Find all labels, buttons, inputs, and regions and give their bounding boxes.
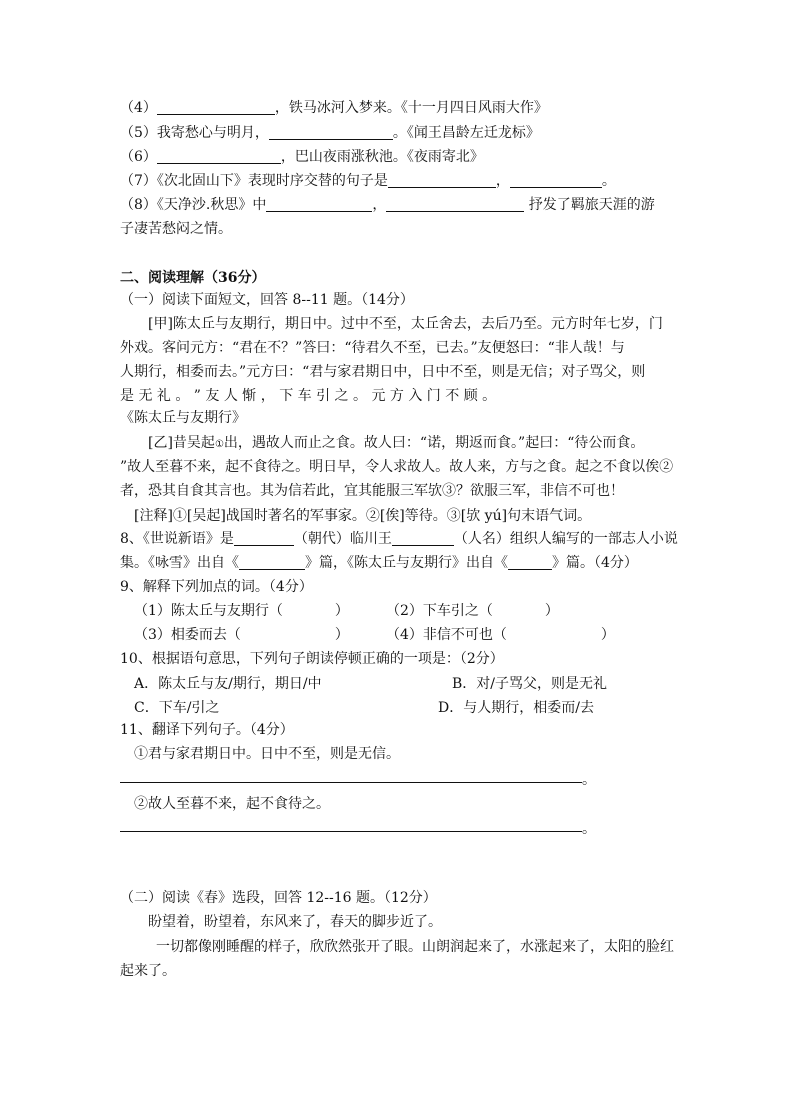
question-9-item-2: （2）下车引之（ ） — [386, 603, 559, 619]
answer-blank[interactable] — [157, 148, 281, 164]
passage-yi-line: 者，恐其自食其言也。其为信若此，宜其能服三军欤③？欲服三军，非信不可也！ — [120, 483, 624, 499]
answer-blank[interactable] — [508, 554, 552, 570]
fill-item-4: （4） ，铁马冰河入梦来。《十一月四日风雨大作》 — [120, 100, 548, 116]
answer-blank[interactable] — [239, 554, 305, 570]
option-c[interactable]: C．下车/引之 — [134, 700, 220, 716]
translate-sentence-2: ②故人至暮不来，起不食待之。 — [134, 796, 330, 812]
section-title: 二、阅读理解（36分） — [120, 270, 266, 286]
passage-jia-line: 是 无 礼 。 ” 友 人 惭 ， 下 车 引 之 。 元 方 入 门 不 顾 。 — [120, 388, 497, 404]
answer-line[interactable] — [120, 782, 582, 783]
answer-line-end: 。 — [582, 772, 596, 788]
passage-jia-source: 《陈太丘与友期行》 — [120, 410, 246, 426]
footnote-marker: ① — [214, 439, 224, 450]
question-11: 11、翻译下列句子。（4分） — [120, 722, 294, 738]
part-one-heading: （一）阅读下面短文，回答 8--11 题。（14分） — [120, 292, 414, 308]
passage-yi-line: [乙]昔吴起①出，遇故人而止之食。故人曰：“诺，期返而食。”起曰：“待公而食。 — [148, 435, 645, 451]
answer-blank[interactable] — [392, 530, 454, 546]
answer-blank[interactable] — [388, 172, 496, 188]
answer-blank[interactable] — [234, 530, 294, 546]
question-9-item-4: （4）非信不可也（ ） — [386, 627, 615, 643]
answer-line-end: 。 — [582, 821, 596, 837]
part-two-heading: （二）阅读《春》选段，回答 12--16 题。（12分） — [120, 890, 437, 906]
option-a[interactable]: A．陈太丘与友/期行，期日/中 — [134, 676, 322, 692]
answer-blank[interactable] — [269, 124, 393, 140]
passage-chun-line: 一切都像刚睡醒的样子，欣欣然张开了眼。山朗润起来了，水涨起来了，太阳的脸红 — [156, 939, 674, 955]
question-9-item-1: （1）陈太丘与友期行（ ） — [134, 603, 349, 619]
answer-line[interactable] — [120, 831, 582, 832]
fill-item-7: （7）《次北固山下》表现时序交替的句子是 ， 。 — [120, 173, 616, 189]
fill-item-8-cont: 子凄苦愁闷之情。 — [120, 221, 232, 237]
fill-item-5: （5）我寄愁心与明月， 。《闻王昌龄左迁龙标》 — [120, 125, 540, 141]
fill-item-6: （6） ，巴山夜雨涨秋池。《夜雨寄北》 — [120, 149, 484, 165]
footnote-marker: ③ — [442, 483, 456, 499]
passage-chun-line: 盼望着，盼望着，东风来了，春天的脚步近了。 — [148, 914, 442, 930]
passage-yi-line: ”故人至暮不来，起不食待之。明日早，令人求故人。故人来，方与之食。起之不食以俟② — [120, 459, 674, 475]
footnote-marker: ② — [659, 459, 674, 475]
option-d[interactable]: D．与人期行，相委而/去 — [438, 700, 594, 716]
question-9: 9、解释下列加点的词。（4分） — [120, 579, 313, 595]
passage-jia-line: 人期行，相委而去。”元方曰：“君与家君期日中，日中不至，则是无信；对子骂父，则 — [120, 364, 646, 380]
answer-blank[interactable] — [386, 196, 524, 212]
question-8: 8、《世说新语》是 （朝代）临川王 （人名）组织人编写的一部志人小说 — [120, 531, 678, 547]
annotation: [注释]①[吴起]战国时著名的军事家。②[俟]等待。③[欤 yú]句末语气词。 — [134, 508, 592, 524]
passage-jia-line: 外戏。客问元方：“君在不？”答曰：“待君久不至，已去。”友便怒曰：“非人哉！与 — [120, 340, 625, 356]
answer-blank[interactable] — [266, 196, 372, 212]
question-9-item-3: （3）相委而去（ ） — [134, 627, 349, 643]
translate-sentence-1: ①君与家君期日中。日中不至，则是无信。 — [134, 746, 400, 762]
question-8-cont: 集。《咏雪》出自《 》篇，《陈太丘与友期行》出自《 》篇。（4分） — [120, 555, 638, 571]
answer-blank[interactable] — [157, 99, 275, 115]
question-10: 10、根据语句意思，下列句子朗读停顿正确的一项是：（2分） — [120, 651, 504, 667]
option-b[interactable]: B．对/子骂父，则是无礼 — [452, 676, 608, 692]
passage-jia-line: [甲]陈太丘与友期行，期日中。过中不至，太丘舍去，去后乃至。元方时年七岁，门 — [148, 316, 663, 332]
passage-chun-line: 起来了。 — [120, 963, 176, 979]
answer-blank[interactable] — [510, 172, 602, 188]
fill-item-8: （8）《天净沙.秋思》中 ， 抒发了羁旅天涯的游 — [120, 197, 655, 213]
